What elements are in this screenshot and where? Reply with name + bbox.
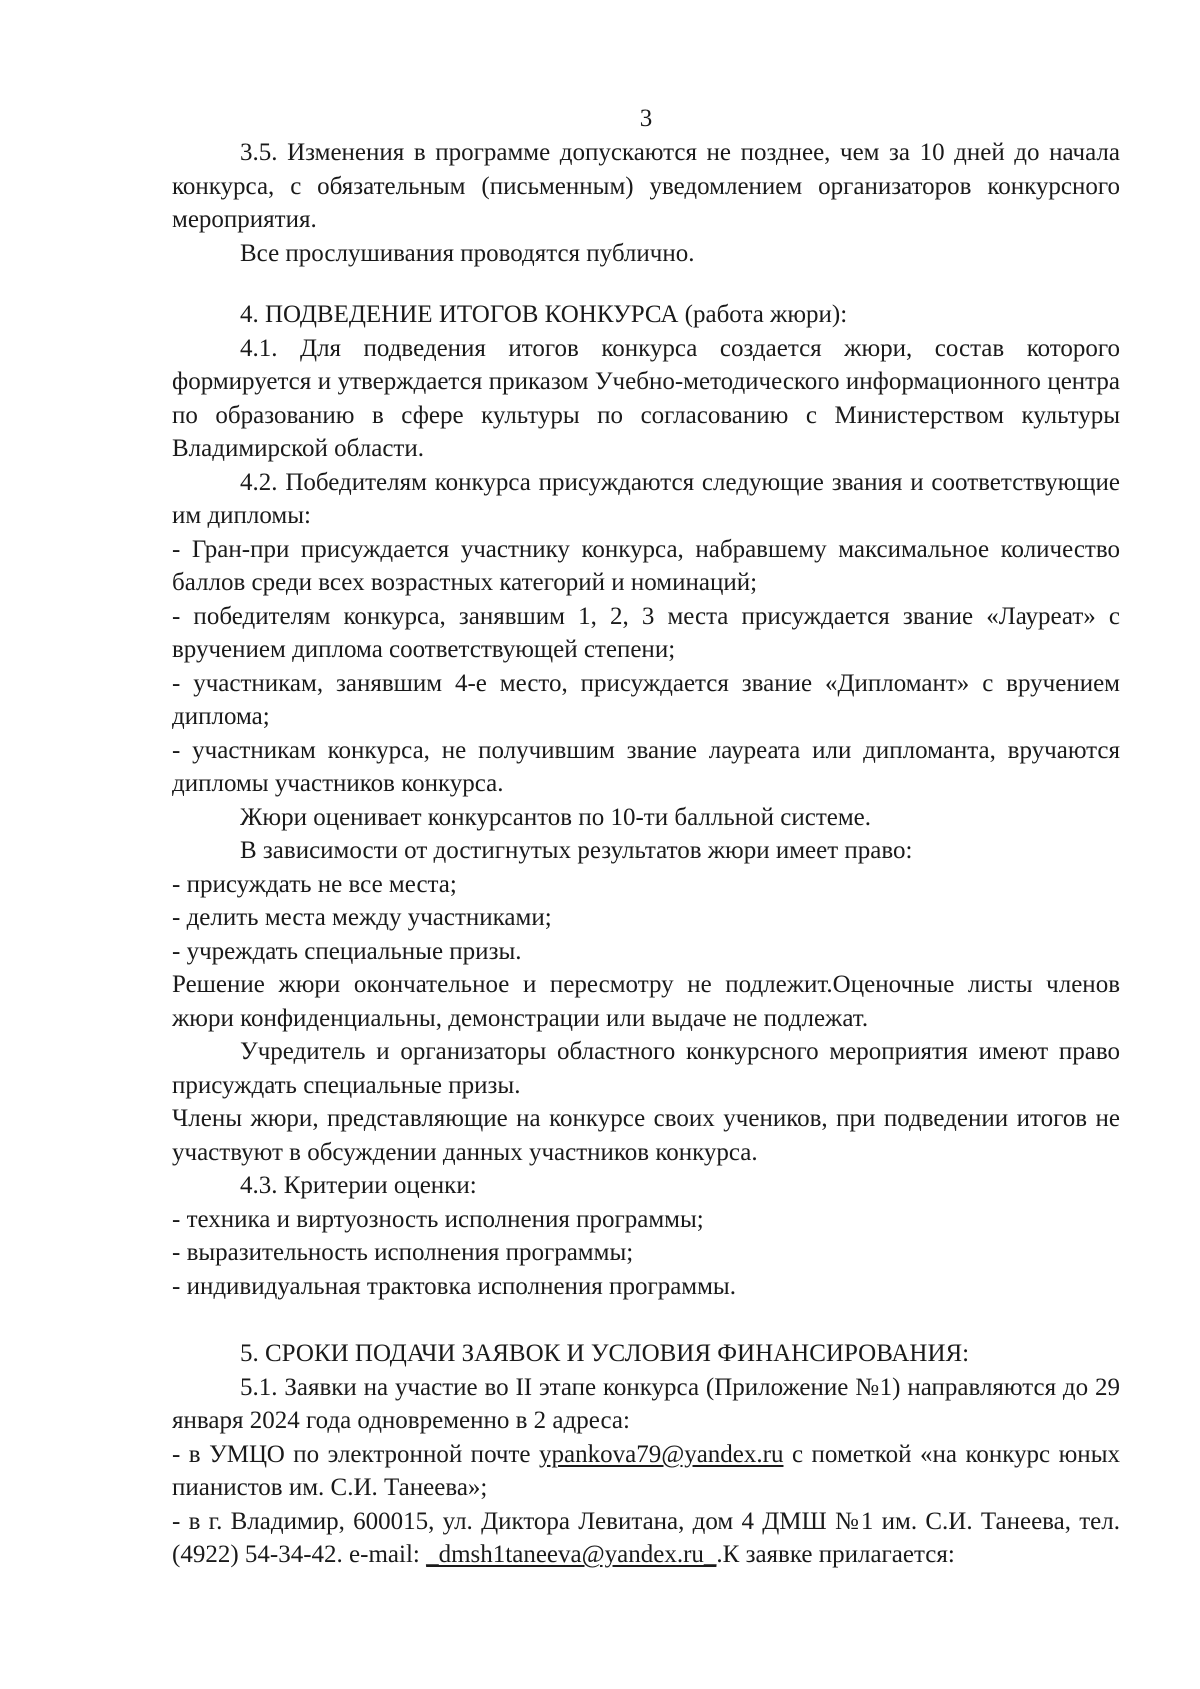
section-5-heading: 5. СРОКИ ПОДАЧИ ЗАЯВОК И УСЛОВИЯ ФИНАНСИРОВАНИЯ: [240,1340,970,1367]
dmsh-email-link[interactable]: _dmsh1taneeva@yandex.ru_ [426,1541,717,1568]
jury-right-item: - учреждать специальные призы. [172,937,522,965]
jury-decision: Решение жюри окончательное и пересмотру не подлежит.Оценочные листы членов жюри конфиденциальны, демонстрации или выдаче не подлежат. [172,971,1120,1032]
umco-email-link[interactable]: ypankova79@yandex.ru [539,1440,784,1468]
criteria-item: - выразительность исполнения программы; [172,1239,634,1266]
page-number: 3 [639,105,653,132]
clause-4-1: 4.1. Для подведения итогов конкурса создается жюри, состав которого формируется и утверждается приказом Учебно-методического информационного центра по образованию в сфере культуры по согласованию с Министерством культуры Владимирской области. [172,334,1120,462]
criteria-item: - индивидуальная трактовка исполнения программы. [172,1272,736,1300]
award-item: - участникам, занявшим 4-е место, присуждается звание «Дипломант» с вручением диплома; [172,669,1120,730]
founder-prizes: Учредитель и организаторы областного конкурсного мероприятия имеют право присуждать специальные призы. [172,1038,1120,1099]
award-item: - Гран-при присуждается участнику конкурса, набравшему максимальное количество баллов среди всех возрастных категорий и номинаций; [172,535,1120,596]
award-item: - участникам конкурса, не получившим звание лауреата или дипломанта, вручаются дипломы участников конкурса. [172,736,1120,797]
public-auditions-note: Все прослушивания проводятся публично. [240,239,695,267]
clause-5-1: 5.1. Заявки на участие во II этапе конкурса (Приложение №1) направляются до 29 января 2024 года одновременно в 2 адреса: [172,1373,1120,1434]
address-dmsh-note: .К заявке прилагается: [716,1541,955,1568]
address-umco-note: с пометкой «на конкурс юных пианистов им. С.И. Танеева»; [172,1440,1120,1501]
address-dmsh-text: - в г. Владимир, 600015, ул. Диктора Левитана, дом 4 ДМШ №1 им. С.И. Танеева, тел.(4922) 54-34-42. e-mail: [172,1507,1120,1568]
criteria-item: - техника и виртуозность исполнения программы; [172,1205,704,1233]
jury-right-item: - присуждать не все места; [172,870,457,898]
jury-right-item: - делить места между участниками; [172,904,552,931]
jury-scale: Жюри оценивает конкурсантов по 10-ти балльной системе. [240,803,872,831]
section-4-heading: 4. ПОДВЕДЕНИЕ ИТОГОВ КОНКУРСА (работа жюри): [240,301,848,328]
address-umco [172,1438,1120,1505]
clause-3-5: 3.5. Изменения в программе допускаются не позднее, чем за 10 дней до начала конкурса, с обязательным (письменным) уведомлением организаторов конкурсного мероприятия. [172,139,1120,233]
clause-4-3: 4.3. Критерии оценки: [240,1172,477,1199]
address-dmsh [172,1505,1120,1572]
clause-4-2: 4.2. Победителям конкурса присуждаются следующие звания и соответствующие им дипломы: [172,468,1120,529]
document-page [172,104,1120,1572]
address-umco-text: - в УМЦО по электронной почте [172,1440,539,1468]
award-item: - победителям конкурса, занявшим 1, 2, 3 места присуждается звание «Лауреат» с вручением диплома соответствующей степени; [172,602,1120,663]
jury-members-note: Члены жюри, представляющие на конкурсе своих учеников, при подведении итогов не участвуют в обсуждении данных участников конкурса. [172,1105,1120,1166]
jury-rights-intro: В зависимости от достигнутых результатов жюри имеет право: [240,837,913,864]
